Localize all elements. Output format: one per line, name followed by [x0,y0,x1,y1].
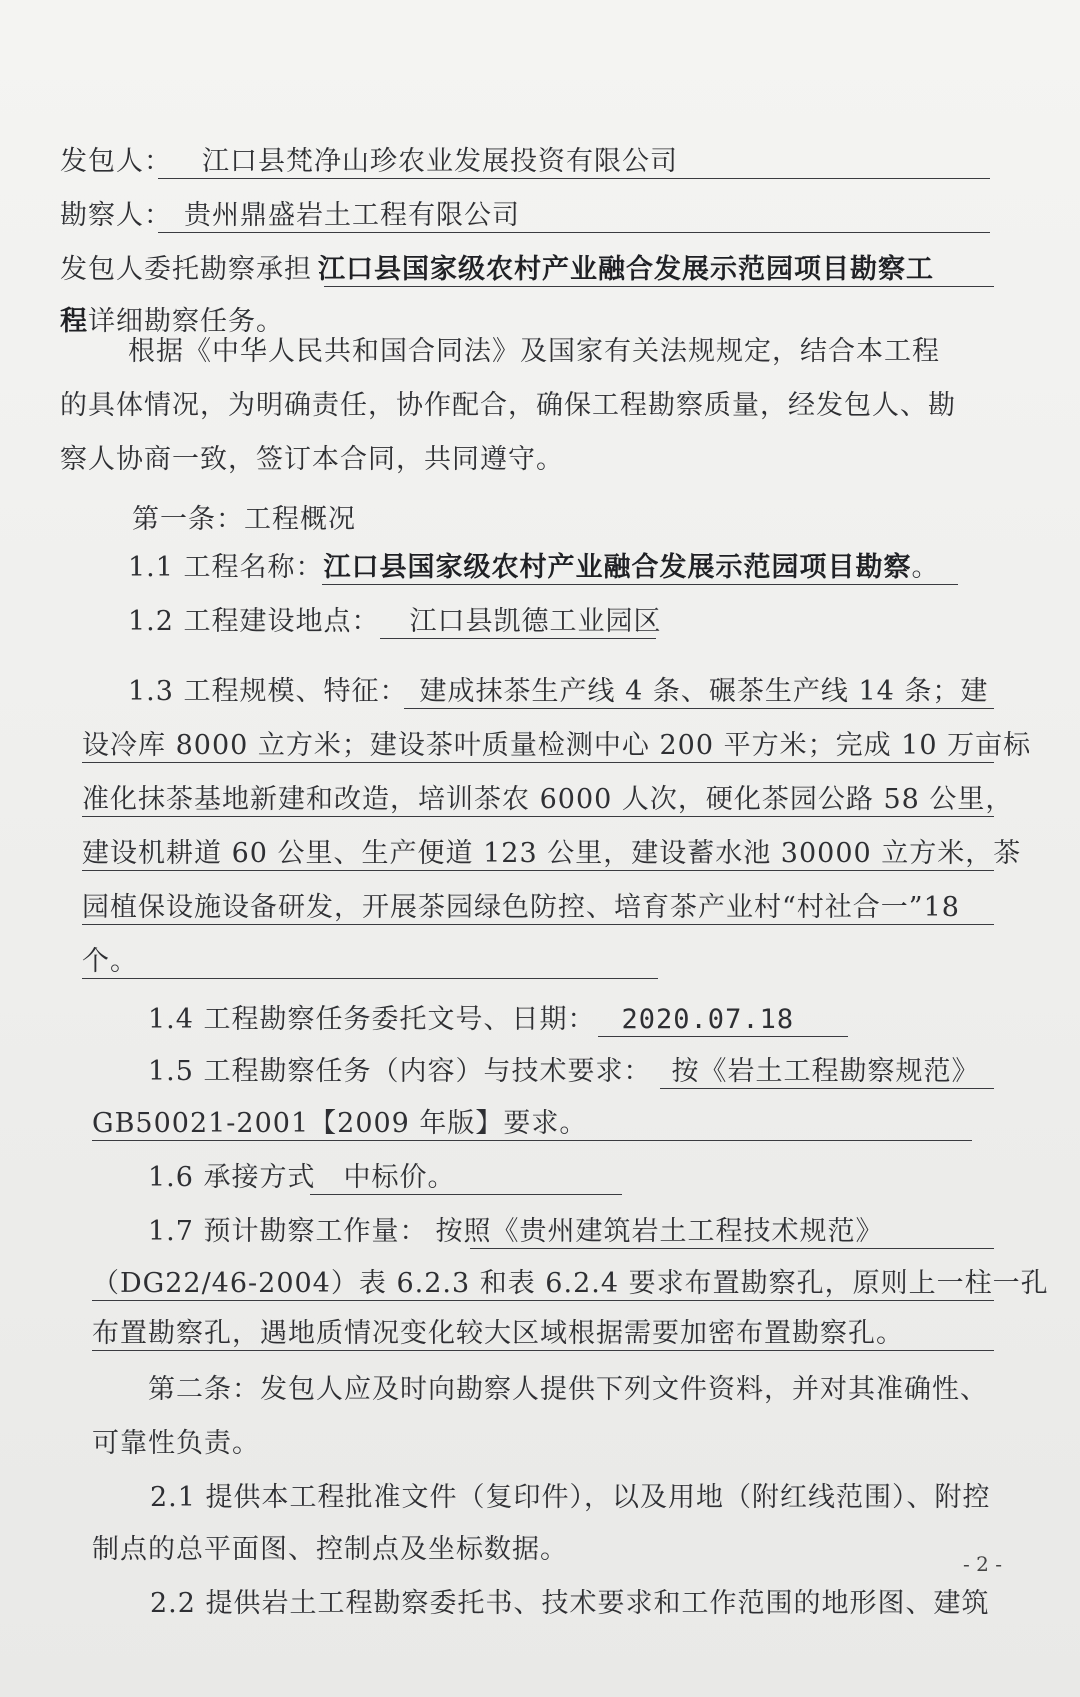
item-1-7-label: 1.7 预计勘察工作量： [148,1216,428,1247]
item-1-4-underline [598,1036,848,1037]
item-1-6-value: 中标价。 [343,1162,456,1193]
item-1-3-underline-6 [82,978,658,979]
item-1-3-underline-3 [82,816,994,817]
item-1-7-underline-2 [92,1300,994,1301]
preamble-line-3: 察人协商一致，签订本合同，共同遵守。 [60,444,564,475]
item-2-1-line-1: 2.1 提供本工程批准文件（复印件），以及用地（附红线范围）、附控 [150,1482,991,1513]
item-1-7-underline-1 [470,1248,994,1249]
item-1-3-text-1: 建成抹茶生产线 4 条、碾茶生产线 14 条；建 [419,676,989,707]
item-1-5-line-2: GB50021-2001【2009 年版】要求。 [92,1108,588,1139]
item-1-6 [148,1158,456,1198]
item-1-2 [128,602,662,642]
item-1-4-value: 2020.07.18 [621,1004,795,1035]
item-1-1-underline [322,584,958,585]
surveyor-label: 勘察人： [60,200,172,231]
item-1-3-underline-4 [82,870,994,871]
item-1-6-label: 1.6 承接方式 [148,1162,316,1193]
employer-underline [158,178,990,179]
item-1-3-underline-5 [82,924,994,925]
preamble-line-1: 根据《中华人民共和国合同法》及国家有关法规规定，结合本工程 [128,336,940,367]
item-2-1-line-2: 制点的总平面图、控制点及坐标数据。 [92,1534,568,1565]
employer-line [60,142,678,182]
item-1-2-underline [380,638,656,639]
item-1-5-label: 1.5 工程勘察任务（内容）与技术要求： [148,1056,652,1087]
item-1-1-tail: 。 [911,552,940,583]
item-1-3-line-3: 准化抹茶基地新建和改造，培训茶农 6000 人次，硬化茶园公路 58 公里， [82,784,1014,815]
item-1-3-line-5: 园植保设施设备研发，开展茶园绿色防控、培育茶产业村“村社合一”18 [82,892,960,923]
item-2-2-line-1: 2.2 提供岩土工程勘察委托书、技术要求和工作范围的地形图、建筑 [150,1588,990,1619]
item-1-7 [148,1212,884,1252]
item-1-5-value-1: 按《岩土工程勘察规范》 [671,1056,980,1087]
entrust-prefix: 发包人委托勘察承担 [60,254,312,285]
item-1-2-label: 1.2 工程建设地点： [128,606,380,637]
surveyor-value: 贵州鼎盛岩土工程有限公司 [184,200,520,231]
item-1-1-label: 1.1 工程名称： [128,552,324,583]
item-1-5-underline-1 [660,1088,994,1089]
entrust-line [60,250,934,290]
item-1-3-line-4: 建设机耕道 60 公里、生产便道 123 公里，建设蓄水池 30000 立方米，茶 [82,838,1022,869]
item-1-3-line-1 [128,672,988,712]
item-1-7-text-1: 按照《贵州建筑岩土工程技术规范》 [435,1216,884,1247]
article2-heading-1: 第二条：发包人应及时向勘察人提供下列文件资料，并对其准确性、 [148,1374,988,1405]
item-1-1 [128,548,940,588]
surveyor-line [60,196,520,236]
item-1-4-label: 1.4 工程勘察任务委托文号、日期： [148,1004,596,1035]
item-1-7-line-2: （DG22/46-2004）表 6.2.3 和表 6.2.4 要求布置勘察孔，原则上一柱一孔 [92,1268,1049,1299]
item-1-2-value: 江口县凯德工业园区 [409,606,662,637]
item-1-3-underline-1 [404,708,994,709]
item-1-5-underline-2 [92,1140,972,1141]
page-number: - 2 - [963,1552,1002,1576]
entrust-project: 江口县国家级农村产业融合发展示范园项目勘察工 [318,254,934,285]
item-1-3-underline-2 [82,762,994,763]
item-1-4 [148,1000,794,1040]
item-1-6-underline [310,1194,622,1195]
entrust-suffix: 详细勘察任务。 [88,306,284,337]
employer-value: 江口县梵净山珍农业发展投资有限公司 [202,146,678,177]
entrust-underline [324,286,994,287]
article2-heading-2: 可靠性负责。 [92,1428,260,1459]
item-1-7-line-3: 布置勘察孔，遇地质情况变化较大区域根据需要加密布置勘察孔。 [92,1318,904,1349]
employer-label: 发包人： [60,146,172,177]
preamble-line-2: 的具体情况，为明确责任，协作配合，确保工程勘察质量，经发包人、勘 [60,390,956,421]
surveyor-underline [158,232,990,233]
item-1-3-line-2: 设冷库 8000 立方米；建设茶叶质量检测中心 200 平方米；完成 10 万亩标 [82,730,1032,761]
item-1-7-underline-3 [92,1350,994,1351]
entrust-project-tail: 程 [60,306,88,337]
item-1-5 [148,1052,980,1092]
item-1-1-value: 江口县国家级农村产业融合发展示范园项目勘察 [323,552,912,583]
item-1-3-label: 1.3 工程规模、特征： [128,676,408,707]
item-1-3-line-6: 个。 [82,946,138,977]
article1-heading: 第一条：工程概况 [132,504,356,535]
